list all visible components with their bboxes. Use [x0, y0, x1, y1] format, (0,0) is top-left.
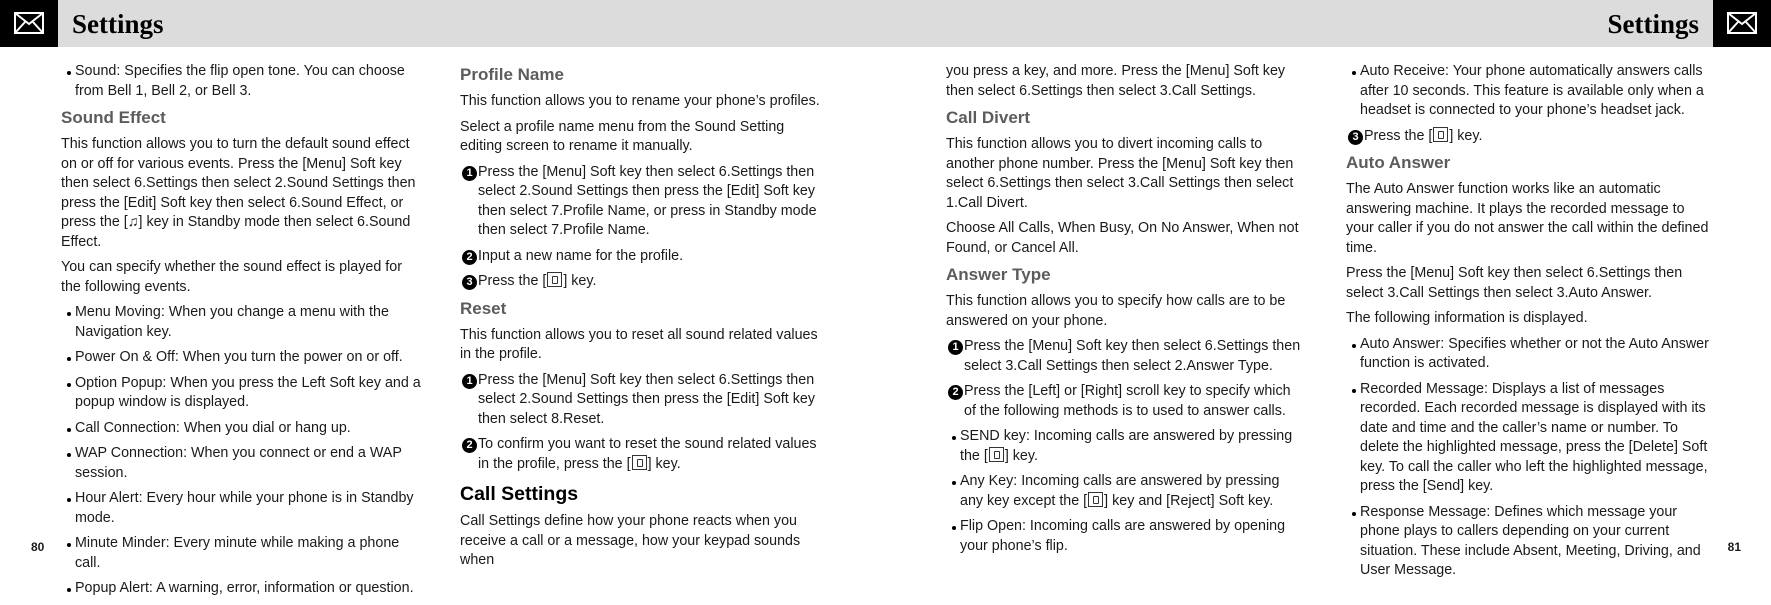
- list-item: Hour Alert: Every hour while your phone is in Standby mode.: [61, 489, 423, 528]
- paragraph: Select a profile name menu from the Sound Setting editing screen to rename it manually.: [460, 118, 785, 154]
- list-item: Menu Moving: When you change a menu with the Navigation key.: [61, 303, 423, 342]
- paragraph: This function allows you to reset all sound related values in the profile.: [460, 326, 818, 362]
- paragraph: Call Settings define how your phone reacts when you receive a call or a message, how your keypad sounds when: [460, 513, 801, 568]
- step-item: 1 Press the [Menu] Soft key then select 6.Settings then select 2.Sound Settings then press the [Edit] Soft key then select 8.Reset.: [460, 371, 824, 430]
- list-item: Recorded Message: Displays a list of messages recorded. Each recorded message is displayed with its date and time and the caller’s name or number. To delete the highlighted message, press the [Delete] Soft key. To call the caller who left the highlighted message, press the [Send] key.: [1346, 380, 1710, 497]
- step-item: 3 Press the [ ] key.: [1346, 127, 1710, 147]
- paragraph: This function allows you to rename your phone’s profiles.: [460, 93, 820, 109]
- paragraph: Press the [Menu] Soft key then select 6.Settings then select 3.Call Settings then select 3.Auto Answer.: [1346, 265, 1683, 301]
- section-heading-sound-effect: Sound Effect: [61, 108, 166, 127]
- list-item: Sound: Specifies the flip open tone. You can choose from Bell 1, Bell 2, or Bell 3.: [61, 62, 423, 101]
- page-title-left: Settings: [72, 9, 164, 39]
- step-item: 2 Press the [Left] or [Right] scroll key to specify which of the following methods is to used to answer calls.: [946, 382, 1306, 421]
- step-number: 2: [462, 250, 477, 265]
- step-number: 3: [462, 275, 477, 290]
- list-item: Auto Answer: Specifies whether or not the Auto Answer function is activated.: [1346, 335, 1710, 374]
- envelope-icon: [1727, 12, 1757, 34]
- paragraph: This function allows you to turn the default sound effect on or off for various events. Press the [Menu] Soft key then select 6.Settings then select 2.Sound Settings then press the [Edit] Soft key then select 6.Sound Effect, or press the [♫] key in Standby mode then select 6.Sound Effect.: [61, 136, 416, 250]
- column-2: [460, 62, 824, 577]
- list-item: Minute Minder: Every minute while making a phone call.: [61, 534, 423, 573]
- step-item: 3 Press the [ ] key.: [460, 272, 824, 292]
- list-item: Option Popup: When you press the Left Soft key and a popup window is displayed.: [61, 374, 423, 413]
- list-item: Call Connection: When you dial or hang up.: [61, 419, 423, 439]
- column-3: [946, 62, 1306, 562]
- paragraph: You can specify whether the sound effect is played for the following events.: [61, 259, 402, 295]
- list-item: Power On & Off: When you turn the power on or off.: [61, 348, 423, 368]
- send-key-icon: [989, 447, 1004, 462]
- page-title-right: Settings: [1607, 9, 1699, 39]
- paragraph: This function allows you to divert incoming calls to another phone number. Press the [Menu] Soft key then select 6.Settings then select 3.Call Settings then select 1.Call Divert.: [946, 136, 1294, 211]
- list-item: Response Message: Defines which message your phone plays to callers depending on your current situation. These include Absent, Meeting, Driving, and User Message.: [1346, 503, 1710, 581]
- paragraph: you press a key, and more. Press the [Menu] Soft key then select 6.Settings then select 3.Call Settings.: [946, 63, 1286, 99]
- step-number: 1: [948, 340, 963, 355]
- section-heading-call-divert: Call Divert: [946, 108, 1031, 127]
- column-4: [1346, 62, 1710, 587]
- ok-key-icon: [547, 272, 562, 287]
- paragraph: The Auto Answer function works like an automatic answering machine. It plays the recorded message to your caller if you do not answer the call within the defined time.: [1346, 181, 1709, 256]
- ok-key-icon: [632, 455, 647, 470]
- paragraph: This function allows you to specify how calls are to be answered on your phone.: [946, 293, 1286, 329]
- header-icon-box-left: [0, 0, 58, 47]
- ok-key-icon: [1433, 127, 1448, 142]
- section-heading-reset: Reset: [460, 298, 507, 318]
- step-item: 2 To confirm you want to reset the sound related values in the profile, press the [ ] key.: [460, 435, 824, 474]
- paragraph: The following information is displayed.: [1346, 310, 1588, 326]
- list-item: Popup Alert: A warning, error, information or question.: [61, 579, 423, 599]
- step-number: 3: [1348, 130, 1363, 145]
- paragraph: Choose All Calls, When Busy, On No Answer, When not Found, or Cancel All.: [946, 220, 1299, 256]
- column-1: [61, 62, 423, 605]
- list-item: WAP Connection: When you connect or end a WAP session.: [61, 444, 423, 483]
- section-heading-profile-name: Profile Name: [460, 65, 564, 84]
- page-number-right: 81: [1727, 540, 1741, 554]
- step-number: 2: [462, 438, 477, 453]
- step-item: 1 Press the [Menu] Soft key then select 6.Settings then select 3.Call Settings then select 2.Answer Type.: [946, 337, 1306, 376]
- music-key-icon: ♫: [127, 214, 139, 230]
- step-item: 1 Press the [Menu] Soft key then select 6.Settings then select 2.Sound Settings then press the [Edit] Soft key then select 7.Profile Name, or press in Standby mode then select 7.Profile Name.: [460, 163, 824, 241]
- page-number-left: 80: [31, 540, 45, 554]
- section-heading-answer-type: Answer Type: [946, 265, 1051, 284]
- section-heading-call-settings: Call Settings: [460, 483, 579, 505]
- step-number: 1: [462, 166, 477, 181]
- step-item: 2 Input a new name for the profile.: [460, 247, 824, 267]
- header-bar: [0, 0, 1771, 47]
- end-key-icon: [1088, 492, 1103, 507]
- section-heading-auto-answer: Auto Answer: [1346, 153, 1451, 172]
- list-item: Any Key: Incoming calls are answered by pressing any key except the [ ] key and [Reject] Soft key.: [946, 472, 1306, 511]
- header-icon-box-right: [1713, 0, 1771, 47]
- list-item: Flip Open: Incoming calls are answered by opening your phone’s flip.: [946, 517, 1306, 556]
- step-number: 1: [462, 374, 477, 389]
- list-item: SEND key: Incoming calls are answered by pressing the [ ] key.: [946, 427, 1306, 466]
- step-number: 2: [948, 385, 963, 400]
- envelope-icon: [14, 12, 44, 34]
- list-item: Auto Receive: Your phone automatically answers calls after 10 seconds. This feature is available only when a headset is connected to your phone’s headset jack.: [1346, 62, 1710, 121]
